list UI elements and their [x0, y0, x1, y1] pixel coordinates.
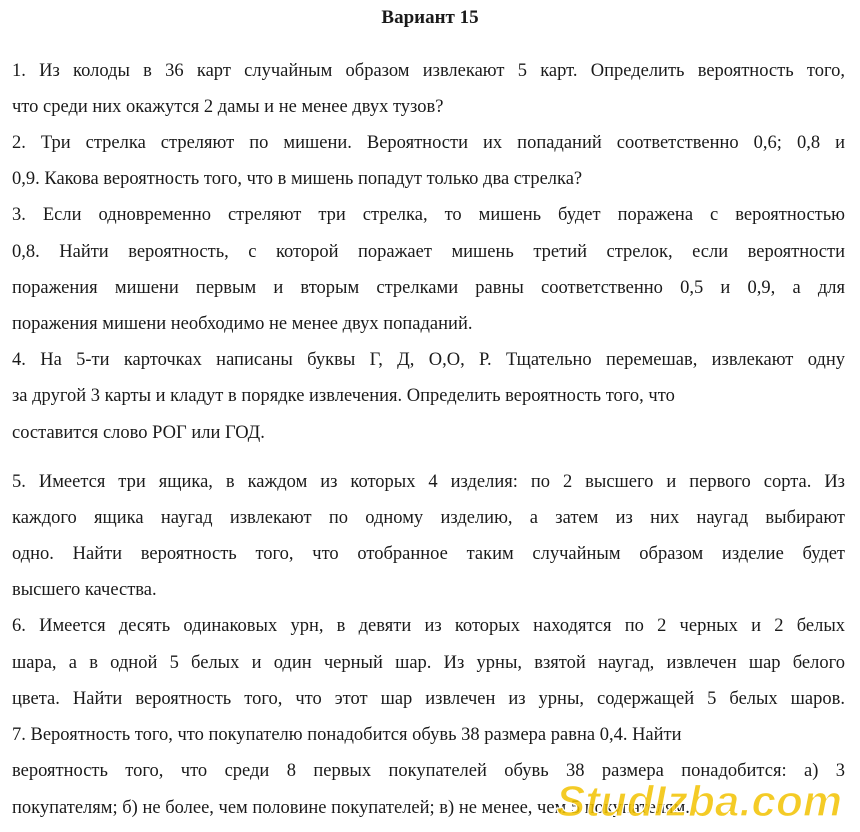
text-line-9: 4. На 5-ти карточках написаны буквы Г, Д, О,О, Р. Тщательно перемешав, извлекают одну: [12, 350, 845, 370]
text-line-5: 3. Если одновременно стреляют три стрелка, то мишень будет поражена с вероятностью: [12, 205, 845, 225]
text-line-6: 0,8. Найти вероятность, с которой поражает мишень третий стрелок, если вероятности: [12, 242, 845, 262]
text-line-2: что среди них окажутся 2 дамы и не менее двух тузов?: [12, 97, 444, 117]
watermark-text: StudIzba.com: [556, 777, 843, 826]
text-line-21: покупателям; б) не более, чем половине покупателей; в) не менее, чем 5 покупателям.: [12, 798, 690, 818]
text-line-4: 0,9. Какова вероятность того, что в мишень попадут только два стрелка?: [12, 169, 583, 189]
text-line-18: цвета. Найти вероятность того, что этот шар извлечен из урны, содержащей 5 белых шаров.: [12, 689, 845, 709]
text-line-10: за другой 3 карты и кладут в порядке извлечения. Определить вероятность того, что: [12, 386, 675, 406]
text-line-15: высшего качества.: [12, 580, 157, 600]
text-line-19: 7. Вероятность того, что покупателю понадобится обувь 38 размера равна 0,4. Найти: [12, 725, 682, 745]
page-title: Вариант 15: [381, 7, 479, 28]
text-line-1: 1. Из колоды в 36 карт случайным образом извлекают 5 карт. Определить вероятность того,: [12, 61, 845, 81]
text-line-3: 2. Три стрелка стреляют по мишени. Вероятности их попаданий соответственно 0,6; 0,8 и: [12, 133, 845, 153]
studizba-watermark-logo: [552, 772, 852, 832]
text-line-13: каждого ящика наугад извлекают по одному изделию, а затем из них наугад выбирают: [12, 508, 845, 528]
text-line-14: одно. Найти вероятность того, что отобранное таким случайным образом изделие будет: [12, 544, 845, 564]
text-line-8: поражения мишени необходимо не менее двух попаданий.: [12, 314, 473, 334]
text-line-17: шара, а в одной 5 белых и один черный шар. Из урны, взятой наугад, извлечен шар белого: [12, 653, 845, 673]
text-line-7: поражения мишени первым и вторым стрелками равны соответственно 0,5 и 0,9, а для: [12, 278, 845, 298]
text-line-16: 6. Имеется десять одинаковых урн, в девяти из которых находятся по 2 черных и 2 белых: [12, 616, 845, 636]
text-line-12: 5. Имеется три ящика, в каждом из которых 4 изделия: по 2 высшего и первого сорта. Из: [12, 472, 845, 492]
text-line-20: вероятность того, что среди 8 первых покупателей обувь 38 размера понадобится: а) 3: [12, 761, 845, 781]
text-line-11: составится слово РОГ или ГОД.: [12, 423, 265, 443]
